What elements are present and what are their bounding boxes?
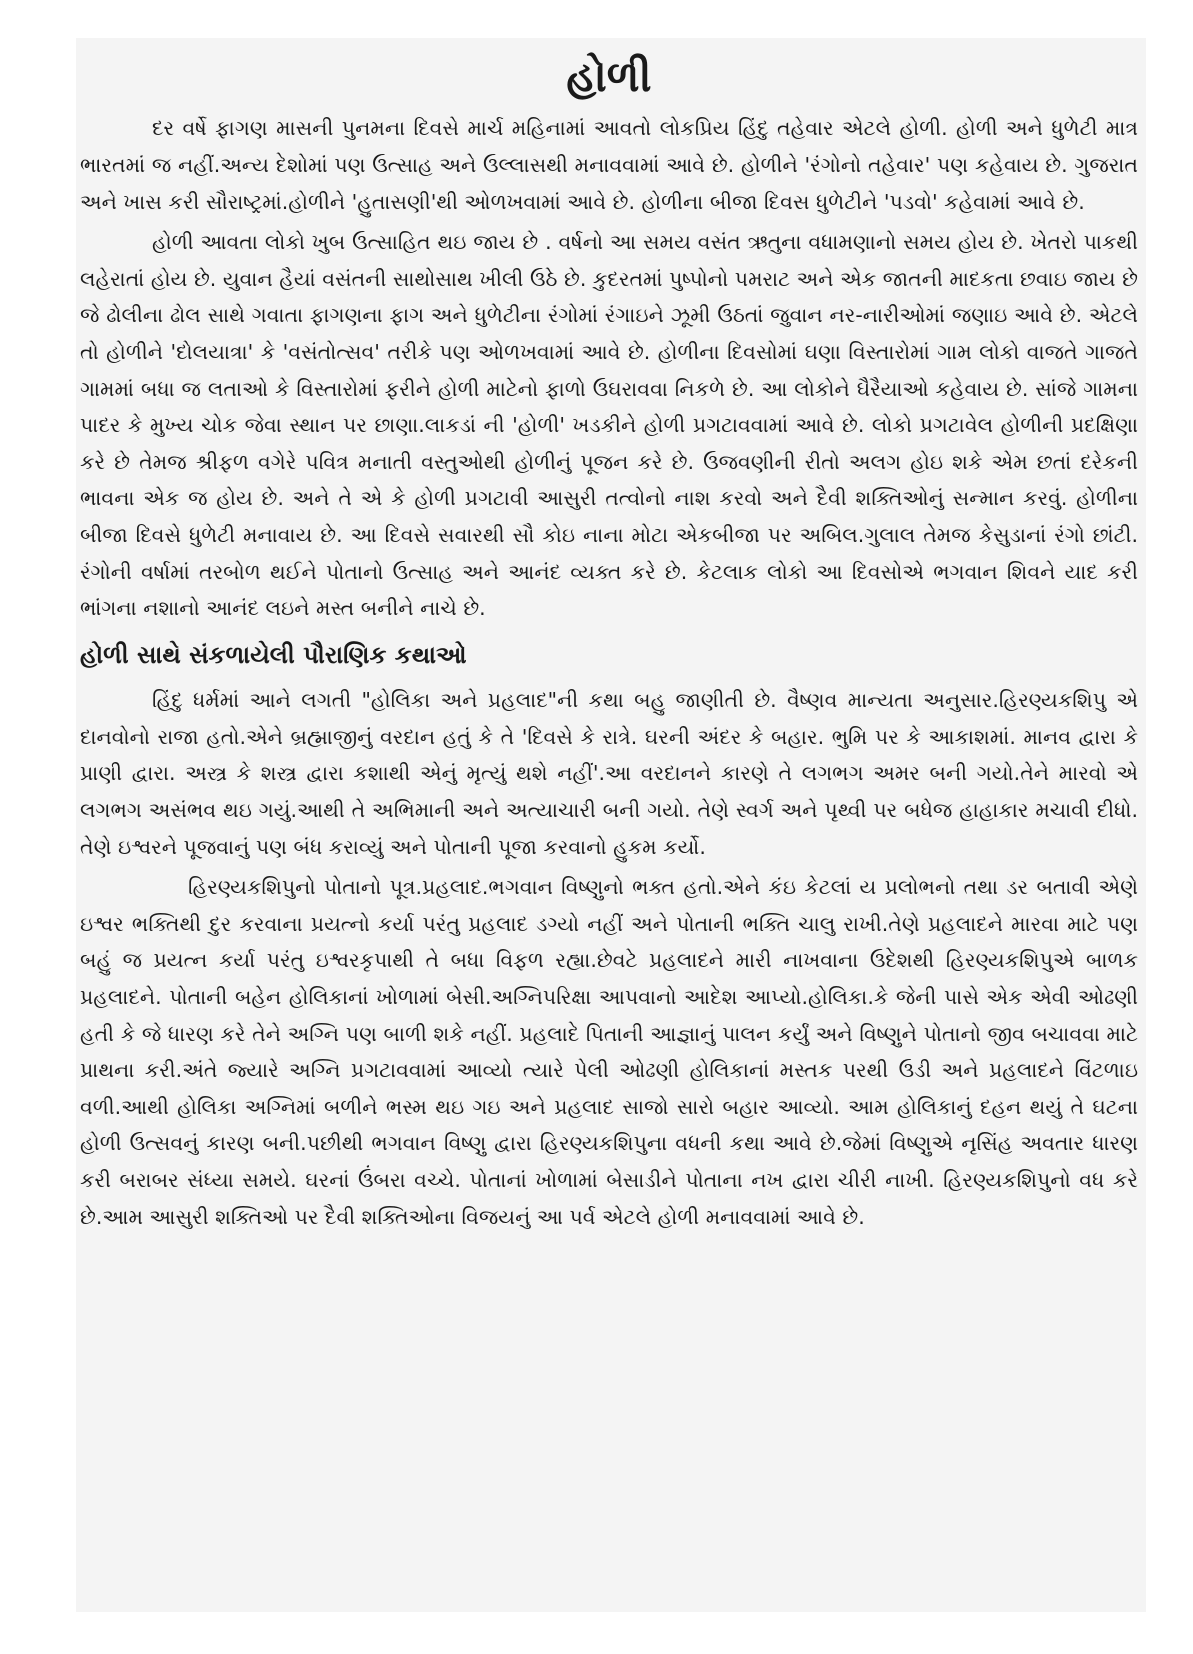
page-title: હોળી — [566, 52, 652, 101]
celebration-paragraph: હોળી આવતા લોકો ખુબ ઉત્સાહિત થઇ જાય છે . વર્ષનો આ સમય વસંત ઋતુના વધામણાનો સમય હોય છે. ખેતરો પાકથી લહેરાતાં હોય છે. યુવાન હૈયાં વસંતની સાથોસાથ ખીલી ઉઠે છે. કુદરતમાં પુષ્પોનો પમરાટ અને એક જાતની માદકતા છવાઇ જાય છે જે ઢોલીના ઢોલ સાથે ગવાતા ફાગણના ફાગ અને ધુળેટીના રંગોમાં રંગાઇને ઝૂમી ઉઠતાં જુવાન નર-નારીઓમાં જણાઇ આવે છે. એટલે તો હોળીને 'દોલયાત્રા' કે 'વસંતોત્સવ' તરીકે પણ ઓળખવામાં આવે છે. હોળીના દિવસોમાં ઘણા વિસ્તારોમાં ગામ લોકો વાજતે ગાજતે ગામમાં બધા જ લતાઓ કે વિસ્તારોમાં ફરીને હોળી માટેનો ફાળો ઉઘરાવવા નિકળે છે. આ લોકોને ઘૈરૈયાઓ કહેવાય છે. સાંજે ગામના પાદર કે મુખ્ય ચોક જેવા સ્થાન પર છાણા.લાકડાં ની 'હોળી' ખડકીને હોળી પ્રગટાવવામાં આવે છે. લોકો પ્રગટાવેલ હોળીની પ્રદક્ષિણા કરે છે તેમજ શ્રીફળ વગેરે પવિત્ર મનાતી વસ્તુઓથી હોળીનું પૂજન કરે છે. ઉજવણીની રીતો અલગ હોઇ શકે એમ છતાં દરેકની ભાવના એક જ હોય છે. અને તે એ કે હોળી પ્રગટાવી આસુરી તત્વોનો નાશ કરવો અને દૈવી શક્તિઓનું સન્માન કરવું. હોળીના બીજા દિવસે ધુળેટી મનાવાય છે. આ દિવસે સવારથી સૌ કોઇ નાના મોટા એકબીજા પર અબિલ.ગુલાલ તેમજ કેસુડાનાં રંગો છાંટી. રંગોની વર્ષામાં તરબોળ થઈને પોતાનો ઉત્સાહ અને આનંદ વ્યક્ત કરે છે. કેટલાક લોકો આ દિવસોએ ભગવાન શિવને યાદ કરી ભાંગના નશાનો આનંદ લઇને મસ્ત બનીને નાચે છે. — [80, 230, 1138, 621]
legend-paragraph: હિંદુ ધર્મમાં આને લગતી "હોલિકા અને પ્રહલાદ"ની કથા બહુ જાણીતી છે. વૈષ્ણવ માન્યતા અનુસાર.હિરણ્યકશિપુ એ દાનવોનો રાજા હતો.એને બ્રહ્માજીનું વરદાન હતું કે તે 'દિવસે કે રાત્રે. ઘરની અંદર કે બહાર. ભુમિ પર કે આકાશમાં. માનવ દ્વારા કે પ્રાણી દ્વારા. અસ્ત્ર કે શસ્ત્ર દ્વારા કશાથી એનું મૃત્યું થશે નહીં'.આ વરદાનને કારણે તે લગભગ અમર બની ગયો.તેને મારવો એ લગભગ અસંભવ થઇ ગયું.આથી તે અભિમાની અને અત્યાચારી બની ગયો. તેણે સ્વર્ગ અને પૃથ્વી પર બધેજ હાહાકાર મચાવી દીધો. તેણે ઇશ્વરને પૂજવાનું પણ બંધ કરાવ્યું અને પોતાની પૂજા કરવાનો હુકમ કર્યો. — [80, 688, 1138, 859]
document-page — [76, 38, 1146, 1612]
intro-paragraph: દર વર્ષે ફાગણ માસની પુનમના દિવસે માર્ચ મહિનામાં આવતો લોકપ્રિય હિંદુ તહેવાર એટલે હોળી. હોળી અને ધુળેટી માત્ર ભારતમાં જ નહીં.અન્ય દેશોમાં પણ ઉત્સાહ અને ઉલ્લાસથી મનાવવામાં આવે છે. હોળીને 'રંગોનો તહેવાર' પણ કહેવાય છે. ગુજરાત અને ખાસ કરી સૌરાષ્ટ્રમાં.હોળીને 'હુતાસણી'થી ઓળખવામાં આવે છે. હોળીના બીજા દિવસ ધુળેટીને 'પડવો' કહેવામાં આવે છે. — [80, 116, 1138, 214]
prahlad-paragraph: હિરણ્યકશિપુનો પોતાનો પૂત્ર.પ્રહલાદ.ભગવાન વિષ્ણુનો ભક્ત હતો.એને કંઇ કેટલાં ય પ્રલોભનો તથા ડર બતાવી એણે ઇશ્વર ભક્તિથી દુર કરવાના પ્રયત્નો કર્યા પરંતુ પ્રહલાદ ડગ્યો નહીં અને પોતાની ભક્તિ ચાલુ રાખી.તેણે પ્રહલાદને મારવા માટે પણ બહું જ પ્રયત્ન કર્યા પરંતુ ઇશ્વરકૃપાથી તે બધા વિફળ રહ્યા.છેવટે પ્રહલાદને મારી નાખવાના ઉદેશથી હિરણ્યકશિપુએ બાળક પ્રહલાદને. પોતાની બહેન હોલિકાનાં ખોળામાં બેસી.અગ્નિપરિક્ષા આપવાનો આદેશ આપ્યો.હોલિકા.કે જેની પાસે એક એવી ઓઢણી હતી કે જે ધારણ કરે તેને અગ્નિ પણ બાળી શકે નહીં. પ્રહલાદે પિતાની આજ્ઞાનું પાલન કર્યું અને વિષ્ણુને પોતાનો જીવ બચાવવા માટે પ્રાથના કરી.અંતે જ્યારે અગ્નિ પ્રગટાવવામાં આવ્યો ત્યારે પેલી ઓઢણી હોલિકાનાં મસ્તક પરથી ઉડી અને પ્રહલાદને વિંટળાઇ વળી.આથી હોલિકા અગ્નિમાં બળીને ભસ્મ થઇ ગઇ અને પ્રહલાદ સાજો સારો બહાર આવ્યો. આમ હોલિકાનું દહન થયું તે ઘટના હોળી ઉત્સવનું કારણ બની.પછીથી ભગવાન વિષ્ણુ દ્વારા હિરણ્યકશિપુના વધની કથા આવે છે.જેમાં વિષ્ણુએ નૃસિંહ અવતાર ધારણ કરી બરાબર સંધ્યા સમયે. ઘરનાં ઉંબરા વચ્ચે. પોતાનાં ખોળામાં બેસાડીને પોતાના નખ દ્વારા ચીરી નાખી. હિરણ્યકશિપુનો વધ કરે છે.આમ આસુરી શક્તિઓ પર દૈવી શક્તિઓના વિજયનું આ પર્વ એટલે હોળી મનાવવામાં આવે છે. — [80, 875, 1138, 1229]
section-heading: હોળી સાથે સંકળાયેલી પૌરાણિક કથાઓ — [80, 640, 467, 669]
